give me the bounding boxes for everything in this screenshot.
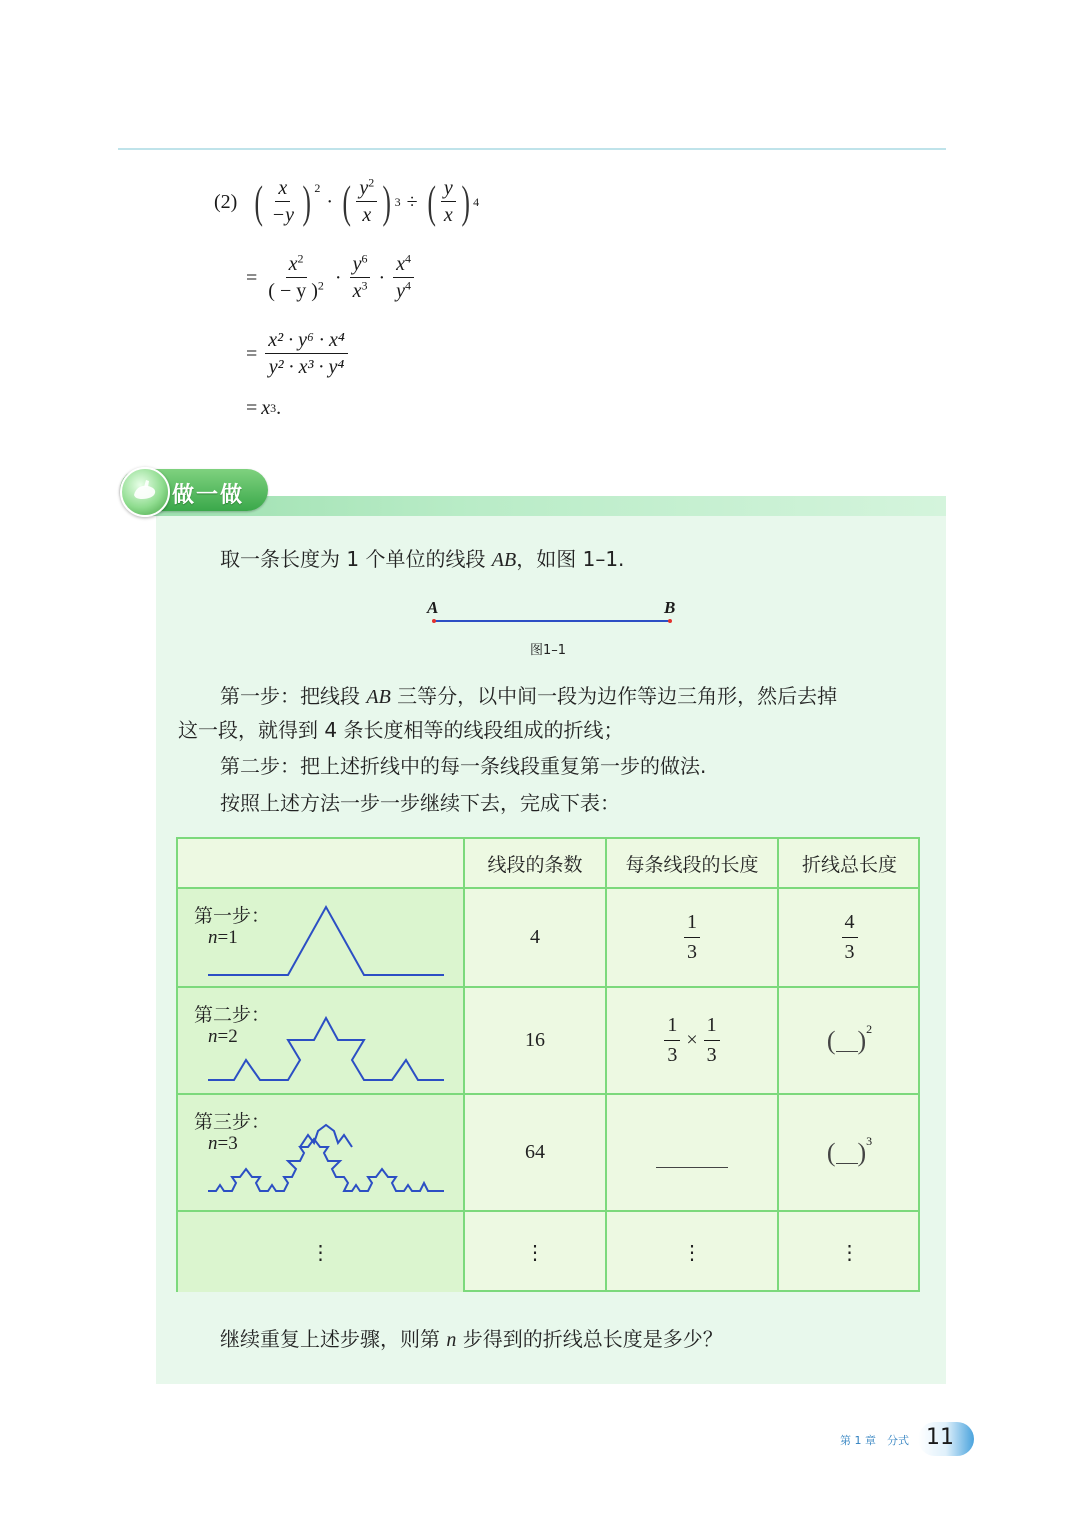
- count-cell-3: 64: [465, 1095, 607, 1212]
- top-rule: [118, 148, 946, 150]
- figure-caption: 图1–1: [530, 643, 567, 658]
- example-step-3: = x 3 .: [246, 397, 282, 419]
- header-cell-empty: [178, 839, 465, 889]
- total-cell-3[interactable]: ( ) 3: [779, 1095, 920, 1212]
- point-b-dot: [668, 619, 672, 623]
- n-label: n=2: [208, 1026, 238, 1047]
- step-label: 第三步：: [194, 1111, 271, 1133]
- step2-fraction: $\frac{\text{x² · y⁶ · x⁴}}{\text{y² · x³ · y⁴}}$: [265, 330, 348, 377]
- koch-curve-step-3: [206, 1121, 446, 1195]
- chapter-label: 第 1 章 分式: [840, 1434, 909, 1447]
- page-number: 11: [926, 1425, 954, 1450]
- n-label: n=1: [208, 927, 238, 948]
- koch-table: [176, 837, 920, 1292]
- step-label: 第一步：: [194, 905, 271, 927]
- instruction-text: 按照上述方法一步一步继续下去，完成下表：: [220, 791, 620, 815]
- length-cell-2: $\frac{1}{3}$ × $\frac{1}{3}$: [607, 988, 779, 1095]
- example-expression: (2) ( $\frac{x}{-y}$ ) 2 · ( $\frac{y^2}{x}$ ) 3 ÷ ( $\frac{y}{x}$ ) 4: [214, 175, 480, 227]
- fraction-y2-over-x: $\frac{y^2}{x}$: [356, 178, 377, 225]
- example-step-2: = $\frac{\text{x² · y⁶ · x⁴}}{\text{y² · x³ · y⁴}}$: [246, 330, 350, 377]
- activity-title: 做一做: [172, 483, 245, 508]
- table-row: [178, 889, 465, 988]
- n-label: n=3: [208, 1133, 238, 1154]
- step1-fraction-3: $\frac{x^4}{y^4}$: [393, 254, 414, 301]
- hand-icon: [120, 467, 170, 517]
- length-cell-3-blank[interactable]: [607, 1095, 779, 1212]
- segment-ab-figure: [420, 595, 690, 635]
- step1-fraction-2: $\frac{y^6}{x^3}$: [350, 254, 371, 301]
- activity-header-bar: [152, 496, 946, 516]
- header-segment-length: 每条线段的长度: [607, 839, 779, 889]
- step-one-text-line1: 第一步：把线段 AB 三等分，以中间一段为边作等边三角形，然后去掉: [220, 684, 838, 708]
- example-step-1: = $\frac{x^2}{( - y )^2}$ · $\frac{y^6}{x^3}$ · $\frac{x^4}{y^4}$: [246, 254, 416, 301]
- point-a-dot: [432, 619, 436, 623]
- step-one-text-line2: 这一段，就得到 4 条长度相等的线段组成的折线；: [178, 718, 624, 742]
- koch-curve-step-1: [206, 899, 446, 979]
- koch-curve-step-2: [206, 1006, 446, 1086]
- step1-fraction-1: $\frac{x^2}{( - y )^2}$: [268, 251, 324, 302]
- total-cell-2[interactable]: ( ) 2: [779, 988, 920, 1095]
- ellipsis-cell: ⋮: [465, 1212, 607, 1292]
- length-cell-1: $\frac{1}{3}$: [607, 889, 779, 988]
- step-two-text: 第二步：把上述折线中的每一条线段重复第一步的做法.: [220, 754, 707, 778]
- header-total-length: 折线总长度: [779, 839, 920, 889]
- step-label: 第二步：: [194, 1004, 271, 1026]
- fraction-y-over-x: $\frac{y}{x}$: [441, 178, 456, 225]
- ellipsis-cell: ⋮: [839, 1241, 860, 1264]
- total-cell-1: $\frac{4}{3}$: [779, 889, 920, 988]
- question-text: 继续重复上述步骤，则第 n 步得到的折线总长度是多少？: [220, 1327, 723, 1351]
- header-segment-count: 线段的条数: [465, 839, 607, 889]
- ellipsis-cell: ⋮: [607, 1212, 779, 1292]
- fraction-x-over-neg-y: $\frac{x}{-y}$: [271, 177, 295, 226]
- ellipsis-cell: ⋮: [178, 1212, 465, 1292]
- point-a-label: A: [427, 598, 439, 617]
- point-b-label: B: [664, 598, 676, 617]
- activity-intro: 取一条长度为 1 个单位的线段 AB，如图 1–1.: [220, 547, 625, 571]
- table-row: [178, 1095, 465, 1212]
- count-cell-2: 16: [465, 988, 607, 1095]
- count-cell-1: 4: [465, 889, 607, 988]
- table-row: [178, 988, 465, 1095]
- example-label: (2): [214, 190, 238, 213]
